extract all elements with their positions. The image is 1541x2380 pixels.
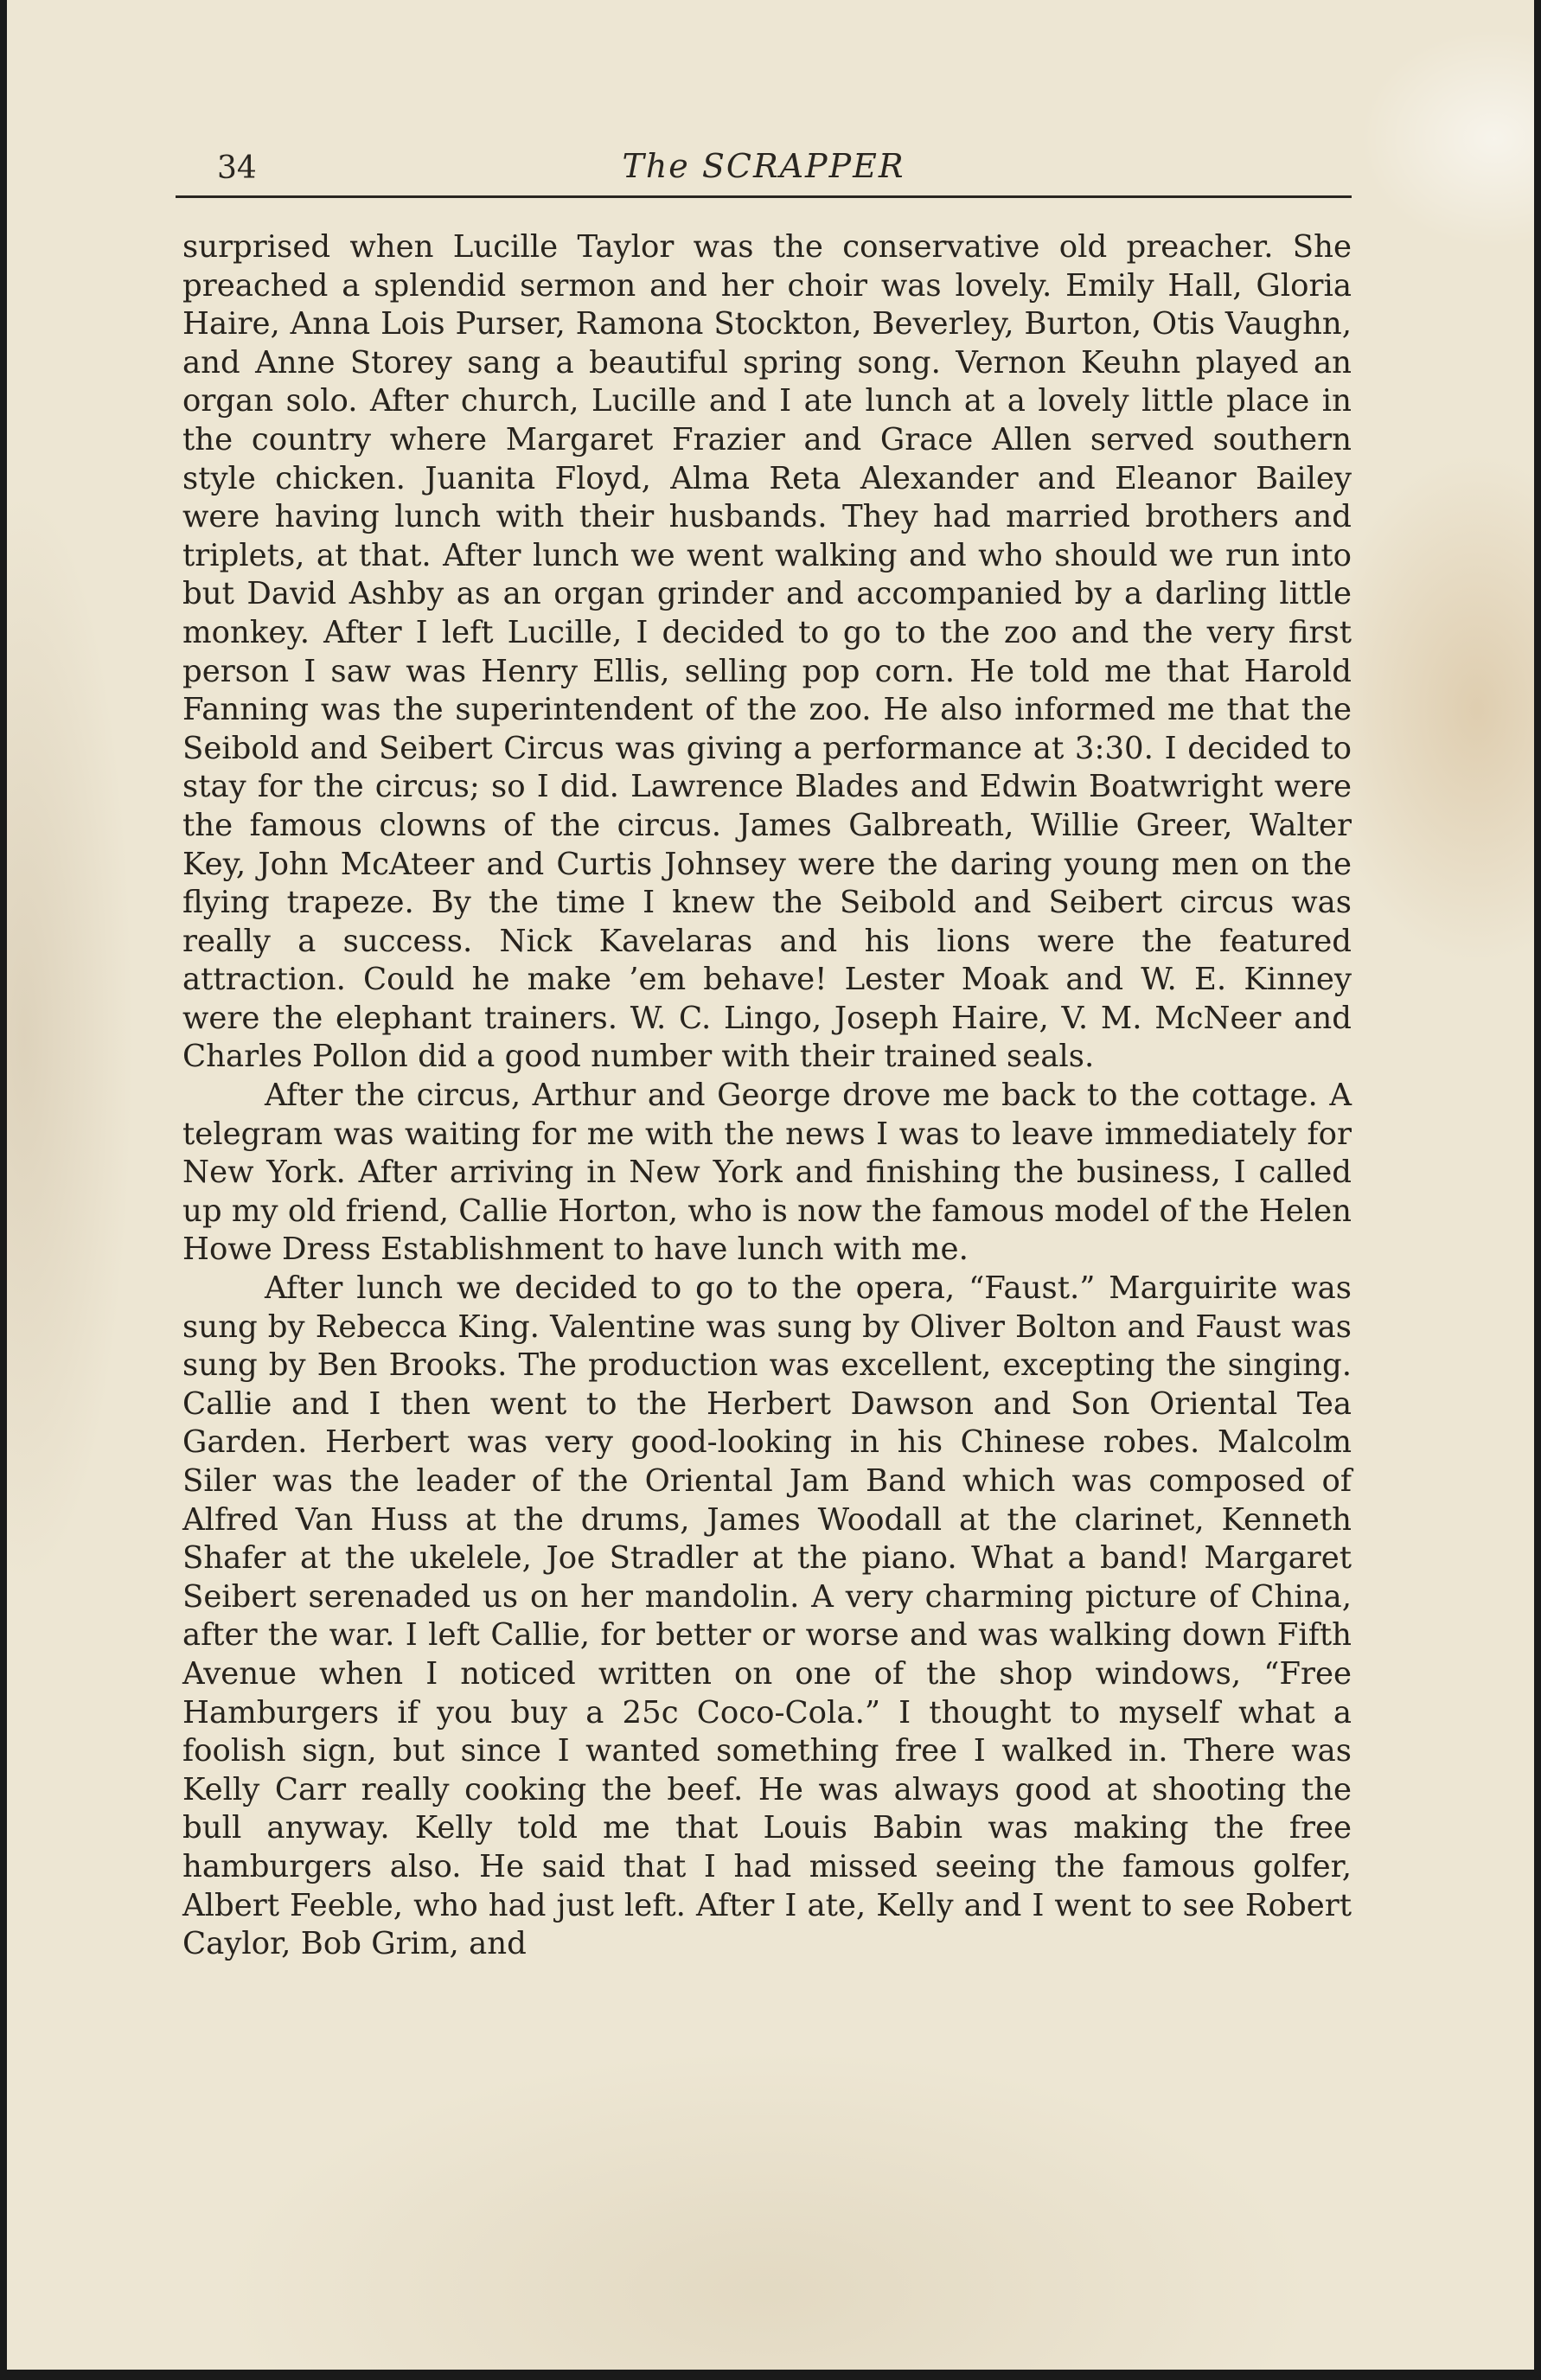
body-text [182,228,1352,1964]
page-number: 34 [217,150,257,186]
paragraph: After the circus, Arthur and George drove me back to the cottage. A telegram was waiting for me with the news I was to leave immediately for New York. After arriving in New York and finishing the business, I called up my old friend, Callie Horton, who is now the famous model of the Helen Howe Dress Establishment to have lunch with me. [182,1078,1352,1268]
running-title: The SCRAPPER [622,147,905,185]
page [7,0,1534,2370]
paragraph: After lunch we decided to go to the opera, “Faust.” Marguirite was sung by Rebecca King. Valentine was sung by Oliver Bolton and Faust was sung by Ben Brooks. The production was excellent, excepting the singing. Callie and I then went to the Herbert Dawson and Son Oriental Tea Garden. Herbert was very good-looking in his Chinese robes. Malcolm Siler was the leader of the Oriental Jam Band which was composed of Alfred Van Huss at the drums, James Woodall at the clarinet, Kenneth Shafer at the ukelele, Joe Stradler at the piano. What a band! Margaret Seibert serenaded us on her mandolin. A very charming picture of China, after the war. I left Callie, for better or worse and was walking down Fifth Avenue when I noticed written on one of the shop windows, “Free Hamburgers if you buy a 25c Coco-Cola.” I thought to myself what a foolish sign, but since I wanted something free I walked in. There was Kelly Carr really cooking the beef. He was always good at shooting the bull anyway. Kelly told me that Louis Babin was making the free hamburgers also. He said that I had missed seeing the famous golfer, Albert Feeble, who had just left. After I ate, Kelly and I went to see Robert Caylor, Bob Grim, and [182,1270,1352,1962]
page-header [176,147,1352,198]
paragraph: surprised when Lucille Taylor was the conservative old preacher. She preached a splendid sermon and her choir was lovely. Emily Hall, Gloria Haire, Anna Lois Purser, Ramona Stockton, Beverley, Burton, Otis Vaughn, and Anne Storey sang a beautiful spring song. Vernon Keuhn played an organ solo. After church, Lucille and I ate lunch at a lovely little place in the country where Margaret Frazier and Grace Allen served southern style chicken. Juanita Floyd, Alma Reta Alexander and Eleanor Bailey were having lunch with their husbands. They had married brothers and triplets, at that. After lunch we went walking and who should we run into but David Ashby as an organ grinder and accompanied by a darling little monkey. After I left Lucille, I decided to go to the zoo and the very first person I saw was Henry Ellis, selling pop corn. He told me that Harold Fanning was the superintendent of the zoo. He also informed me that the Seibold and Seibert Circus was giving a performance at 3:30. I decided to stay for the circus; so I did. Lawrence Blades and Edwin Boatwright were the famous clowns of the circus. James Galbreath, Willie Greer, Walter Key, John McAteer and Curtis Johnsey were the daring young men on the flying trapeze. By the time I knew the Seibold and Seibert circus was really a success. Nick Kavelaras and his lions were the featured attraction. Could he make ’em behave! Lester Moak and W. E. Kinney were the elephant trainers. W. C. Lingo, Joseph Haire, V. M. McNeer and Charles Pollon did a good number with their trained seals. [182,229,1352,1075]
